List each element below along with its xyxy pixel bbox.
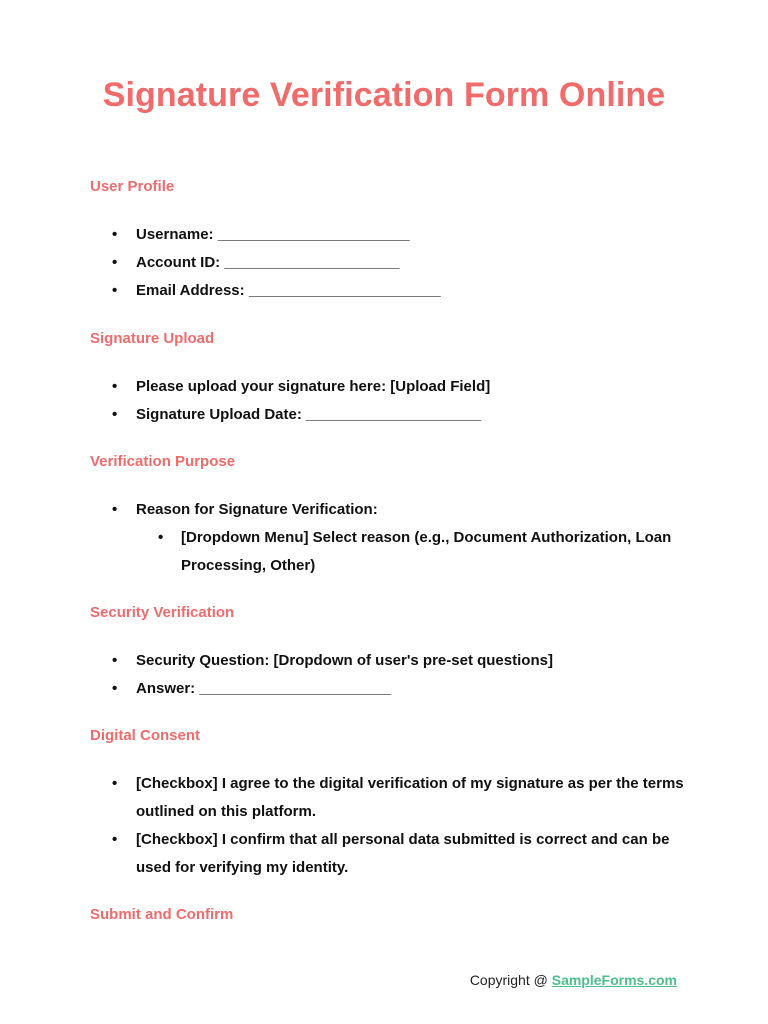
upload-signature-item: • Please upload your signature here: [Upload Field] <box>90 373 690 401</box>
page-title: Signature Verification Form Online <box>102 76 666 114</box>
security-verification-list <box>90 647 690 703</box>
reason-item <box>90 496 690 580</box>
section-verification-purpose <box>90 452 690 580</box>
reason-dropdown-item: • [Dropdown Menu] Select reason (e.g., Document Authorization, Loan Processing, Other) <box>136 524 690 580</box>
section-submit-confirm <box>90 905 690 925</box>
account-id-item: • Account ID: _____________________ <box>90 249 690 277</box>
reason-label: Reason for Signature Verification: <box>136 501 378 518</box>
verification-purpose-list <box>90 496 690 580</box>
section-heading-verification-purpose: Verification Purpose <box>90 453 236 470</box>
section-heading-signature-upload: Signature Upload <box>90 330 215 347</box>
footer-copyright <box>470 972 677 988</box>
security-question-item: • Security Question: [Dropdown of user's pre-set questions] <box>90 647 690 675</box>
reason-sublist <box>136 524 690 580</box>
section-signature-upload <box>90 329 690 429</box>
answer-item: • Answer: _______________________ <box>90 675 690 703</box>
upload-date-item: • Signature Upload Date: _____________________ <box>90 401 690 429</box>
section-heading-digital-consent: Digital Consent <box>90 727 201 744</box>
email-address-item: • Email Address: _______________________ <box>90 277 690 305</box>
section-heading-security-verification: Security Verification <box>90 604 235 621</box>
signature-upload-list <box>90 373 690 429</box>
section-digital-consent <box>90 726 690 882</box>
section-user-profile <box>90 177 690 305</box>
copyright-text: Copyright @ <box>469 972 552 988</box>
consent-verification-item: • [Checkbox] I agree to the digital verification of my signature as per the terms outlined on this platform. <box>90 770 690 826</box>
username-item: • Username: _______________________ <box>90 221 690 249</box>
section-heading-submit-confirm: Submit and Confirm <box>90 906 234 923</box>
user-profile-list <box>90 221 690 305</box>
consent-data-item: • [Checkbox] I confirm that all personal data submitted is correct and can be used for verifying my identity. <box>90 826 690 882</box>
section-security-verification <box>90 603 690 703</box>
digital-consent-list <box>90 770 690 882</box>
sampleforms-link[interactable]: SampleForms.com <box>551 972 677 988</box>
section-heading-user-profile: User Profile <box>90 178 175 195</box>
